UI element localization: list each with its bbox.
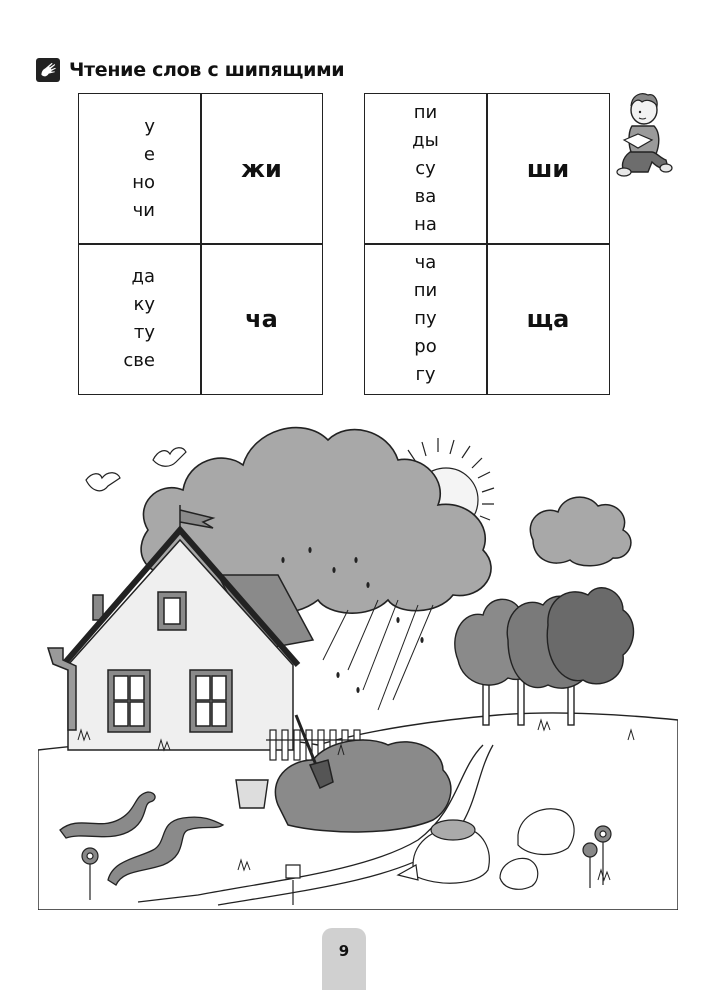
syllable: чи <box>132 199 155 221</box>
syllable: ро <box>414 336 437 357</box>
syllable: да <box>131 266 155 287</box>
ending-cell <box>201 94 322 243</box>
syllable-table-left <box>78 93 323 395</box>
ending-syllable: ча <box>245 305 278 333</box>
ending-cell <box>201 244 322 394</box>
ending-cell <box>487 244 609 394</box>
section-header <box>35 55 344 85</box>
syllable: пи <box>413 101 438 123</box>
ending-syllable: жи <box>241 154 282 183</box>
ending-cell <box>487 94 609 243</box>
syllable-table-right <box>364 93 610 395</box>
page-number: 9 <box>338 942 350 960</box>
reading-boy-illustration <box>612 88 674 180</box>
syllable: ку <box>133 294 155 315</box>
bird-icon <box>153 448 186 467</box>
village-scene-illustration <box>38 410 678 910</box>
ending-syllable: ши <box>526 154 570 183</box>
ending-syllable: ща <box>526 305 570 333</box>
page-number-tab <box>322 928 366 990</box>
syllable: на <box>414 213 437 235</box>
syllable: пи <box>413 280 438 301</box>
syllable-cell <box>365 244 486 394</box>
syllable-cell <box>365 94 486 243</box>
hand-icon <box>35 57 61 83</box>
syllable: ча <box>414 252 437 273</box>
page-title: Чтение слов с шипящими <box>69 59 345 81</box>
syllable: у <box>144 115 155 137</box>
rain-lines <box>323 600 433 710</box>
syllable-cell <box>79 244 200 394</box>
syllable: су <box>415 157 436 179</box>
syllable: е <box>143 143 155 165</box>
syllable-cell <box>79 94 200 243</box>
syllable: ды <box>412 129 439 151</box>
syllable: ва <box>414 185 437 207</box>
syllable: пу <box>414 308 437 329</box>
tree-group <box>455 588 634 725</box>
syllable: но <box>132 171 155 193</box>
bird-icon <box>86 473 120 491</box>
cloud-icon <box>530 497 631 566</box>
bucket-icon <box>236 780 268 808</box>
syllable: све <box>123 350 155 371</box>
syllable: ту <box>133 322 155 343</box>
syllable: гу <box>415 364 436 385</box>
